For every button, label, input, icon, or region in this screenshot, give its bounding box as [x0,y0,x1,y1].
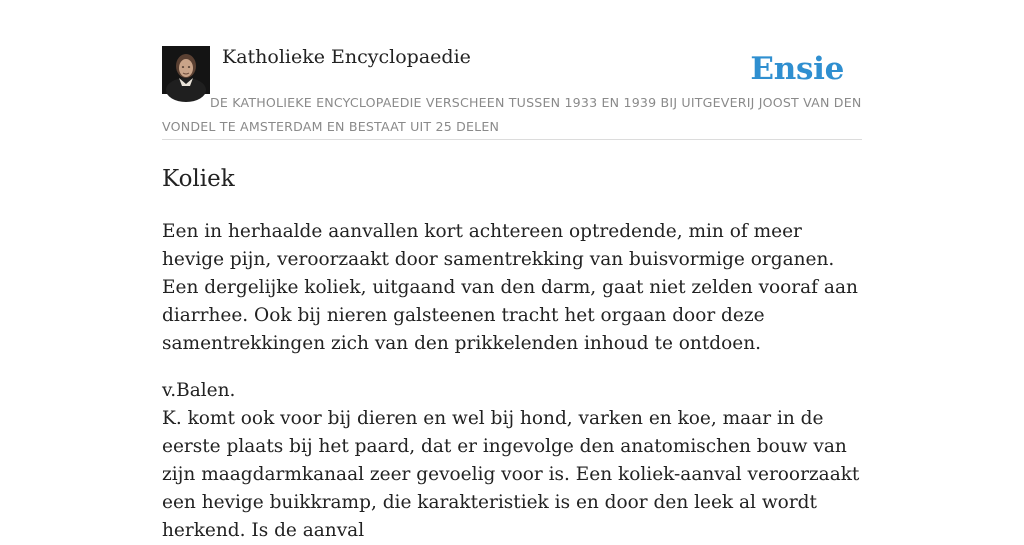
article-paragraph [162,377,867,545]
source-description: DE KATHOLIEKE ENCYCLOPAEDIE VERSCHEEN TUSSEN 1933 EN 1939 BIJ UITGEVERIJ JOOST VAN DEN VONDEL TE AMSTERDAM EN BESTAAT UIT 25 DELEN [162,95,862,134]
article-paragraph: Een in herhaalde aanvallen kort achtereen optredende, min of meer hevige pijn, veroorzaakt door samentrekking van buisvormige organen. Een dergelijke koliek, uitgaand van den darm, gaat niet zelden vooraf aan diarrhee. Ook bij nieren galsteenen tracht het orgaan door deze samentrekkingen zich van den prikkelenden inhoud te ontdoen. [162,221,858,354]
article-paragraph-text: K. komt ook voor bij dieren en wel bij hond, varken en koe, maar in de eerste plaats bij het paard, dat er ingevolge den anatomischen bouw van zijn maagdarmkanaal zeer gevoelig voor is. Een koliek-aanval veroorzaakt een hevige buikkramp, die karakteristiek is en door den leek al wordt herkend. Is de aanval [162,408,860,541]
portrait-avatar[interactable] [162,46,210,94]
portrait-icon [162,46,210,94]
header-divider [162,139,862,140]
header [162,46,862,140]
author-signature: v.Balen. [162,380,236,401]
brand-logo[interactable]: Ensie [750,51,844,87]
article-title: Koliek [162,166,235,192]
source-title[interactable]: Katholieke Encyclopaedie [222,46,471,68]
article [162,160,867,545]
